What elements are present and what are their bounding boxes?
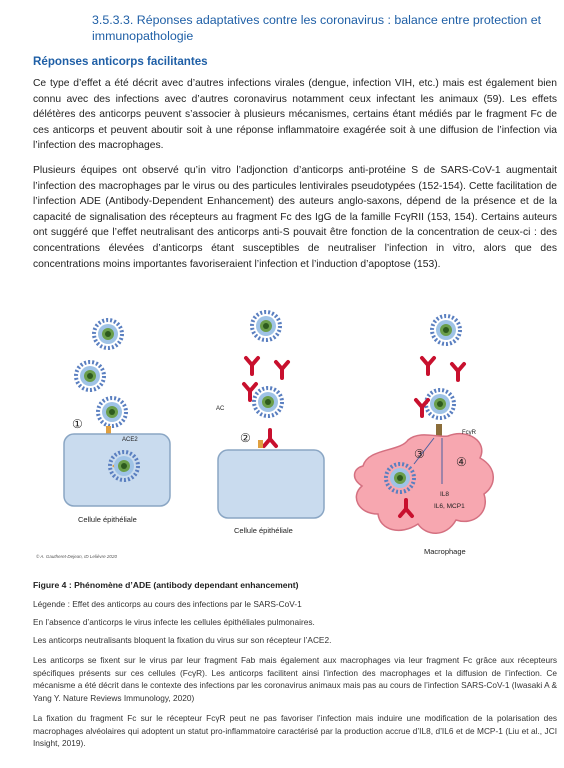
antibody-icon (416, 400, 428, 416)
legend-line-4: Les anticorps se fixent sur le virus par leur fragment Fab mais également aux macrophages via leur fragment Fc grâce aux récepteurs spécifiques présents sur ces cellules (FcγR). Les anticorps facilitent ainsi l’infection des macrophages et la diffusion de l’infection. Ce mécanisme a été décrit dans le contexte des infections par les coronavirus animaux mais pas au cours de l’infection SARS-CoV-1 (Iwasaki A & Yang Y. Nature Reviews Immunology, 2020) (33, 655, 557, 703)
step-4-label: ④ (456, 455, 467, 469)
il8-label: IL8 (440, 491, 450, 498)
virus-icon (254, 388, 282, 416)
legend-line-5: La fixation du fragment Fc sur le récepteur FcγR peut ne pas favoriser l’infection mais induire une modification de la polarisation des macrophages alvéolaires qui adoptent un statut pro-inflammatoire caractérisé par la production accrue d’IL8, d’IL6 et de MCP-1 (Liu et al., JCI Insight, 2019). (33, 713, 557, 749)
legend-line-2: En l’absence d’anticorps le virus infecte les cellules épithéliales pulmonaires. (33, 617, 315, 627)
ac-label: AC (216, 406, 225, 412)
macrophage-label: Macrophage (424, 547, 466, 556)
fcyr-label: FcγR (462, 430, 476, 436)
epithelial-cell-2 (218, 450, 324, 518)
fcyr-receptor (436, 424, 442, 436)
figure-caption: Figure 4 : Phénomène d’ADE (antibody dependant enhancement) (33, 580, 299, 590)
ace2-receptor (106, 426, 111, 434)
virus-icon (252, 312, 280, 340)
ace2-label: ACE2 (122, 437, 138, 443)
virus-icon (76, 362, 104, 390)
ace2-receptor (258, 440, 263, 448)
antibody-icon (264, 430, 276, 446)
virus-icon (98, 398, 126, 426)
virus-icon (426, 390, 454, 418)
step-2-label: ② (240, 431, 251, 445)
antibody-icon (452, 364, 464, 380)
section-title: 3.5.3.3. Réponses adaptatives contre les coronavirus : balance entre protection et immunopathologie (92, 13, 542, 43)
panel-neutralizing (216, 312, 324, 535)
legend-line-3: Les anticorps neutralisants bloquent la fixation du virus sur son récepteur l’ACE2. (33, 635, 332, 645)
paragraph-1: Ce type d’effet a été décrit avec d’autres infections virales (dengue, infection VIH, etc.) mais est également bien connu avec des infections avec d’autres coronavirus notamment ceux infectant les animaux (59). Les effets délétères des anticorps peuvent s’associer à plusieurs mécanismes, certains étant médiés par le fragment Fc de ces anticorps et peuvent aboutir soit à une réponse inflammatoire exagérée soit à une diffusion de l’infection via l’infection des macrophages. (33, 78, 557, 152)
figure-credit: © A. Gautheret-Dejean, ID Lelièvre 2020 (36, 554, 117, 559)
step-1-label: ① (72, 417, 83, 431)
virus-icon (94, 320, 122, 348)
legend-line-1: Légende : Effet des anticorps au cours des infections par le SARS-CoV-1 (33, 599, 302, 609)
antibody-icon (246, 358, 258, 374)
ade-diagram (28, 308, 558, 570)
panel-ade (355, 316, 494, 556)
cell1-label: Cellule épithéliale (78, 515, 137, 524)
cell2-label: Cellule épithéliale (234, 526, 293, 535)
step-3-label: ③ (414, 447, 425, 461)
paragraph-2: Plusieurs équipes ont observé qu’in vitro l’adjonction d’anticorps anti-protéine S de SARS-CoV-1 augmentait l’infection des macrophages par le virus ou des particules lentivirales pseudotypées (152-154). Cette facilitation de l’infection ADE (Antibody-Dependent Enhancement) des auteurs anglo-saxons, dépend de la présence et de la capacité de signalisation des récepteurs au fragment Fc des IgG de la famille FcγRII (153, 154). Certains auteurs ont suggéré que l’effet neutralisant des anticorps anti-S pouvait être fonction de la concentration de ceux-ci : des concentrations élevées d’anticorps étant susceptibles de neutraliser l’infection in vitro, alors que des concentrations moins importantes favoriseraient l’infection et l’induction d’apoptose (153). (33, 165, 557, 270)
il6-mcp1-label: IL6, MCP1 (434, 503, 465, 510)
ade-figure (28, 308, 558, 570)
antibody-icon (276, 362, 288, 378)
panel-no-antibody (64, 320, 170, 524)
subsection-title: Réponses anticorps facilitantes (33, 55, 208, 68)
virus-icon (432, 316, 460, 344)
antibody-icon (422, 358, 434, 374)
